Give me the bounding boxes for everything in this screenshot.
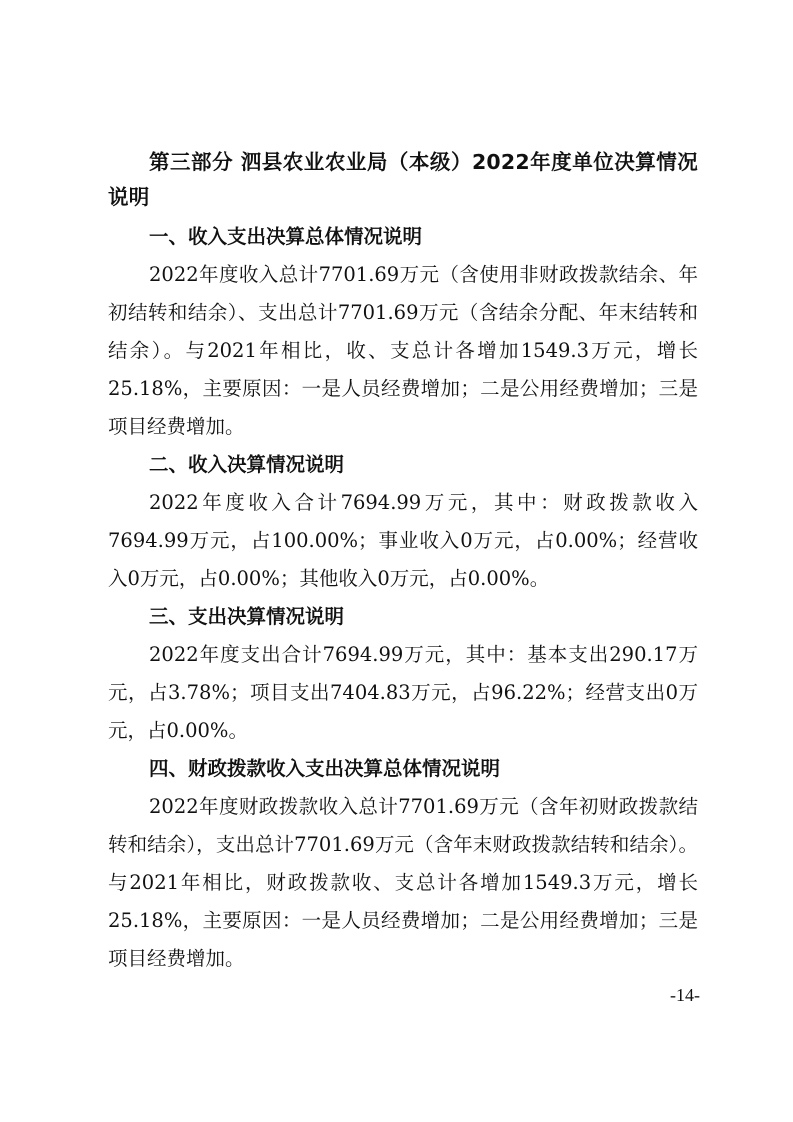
section-paragraph: 2022年度收入总计7701.69万元（含使用非财政拨款结余、年初结转和结余）、支出总计7701.69万元（含结余分配、年末结转和结余）。与2021年相比，收、支总计各增加1549.3万元，增长25.18%，主要原因：一是人员经费增加；二是公用经费增加；三是项目经费增加。 — [108, 263, 698, 438]
section-heading: 一、收入支出决算总体情况说明 — [149, 225, 423, 248]
section-paragraph: 2022年度财政拨款收入总计7701.69万元（含年初财政拨款结转和结余），支出总计7701.69万元（含年末财政拨款结转和结余）。与2021年相比，财政拨款收、支总计各增加1549.3万元，增长25.18%，主要原因：一是人员经费增加；二是公用经费增加；三是项目经费增加。 — [108, 795, 698, 970]
section-heading: 四、财政拨款收入支出决算总体情况说明 — [149, 757, 501, 780]
section-heading: 三、支出决算情况说明 — [149, 605, 345, 628]
section-1 — [108, 218, 698, 446]
section-paragraph: 2022年度支出合计7694.99万元，其中：基本支出290.17万元，占3.78%；项目支出7404.83万元，占96.22%；经营支出0万元，占0.00%。 — [108, 643, 698, 742]
section-2 — [108, 446, 698, 598]
section-4 — [108, 750, 698, 978]
section-heading: 二、收入决算情况说明 — [149, 453, 345, 476]
section-3 — [108, 598, 698, 750]
page-number: -14- — [670, 985, 700, 1005]
document-title: 第三部分 泗县农业农业局（本级）2022年度单位决算情况说明 — [108, 150, 698, 209]
section-paragraph: 2022年度收入合计7694.99万元，其中：财政拨款收入7694.99万元，占100.00%；事业收入0万元，占0.00%；经营收入0万元，占0.00%；其他收入0万元，占0.00%。 — [108, 491, 698, 590]
document-body — [108, 145, 698, 978]
